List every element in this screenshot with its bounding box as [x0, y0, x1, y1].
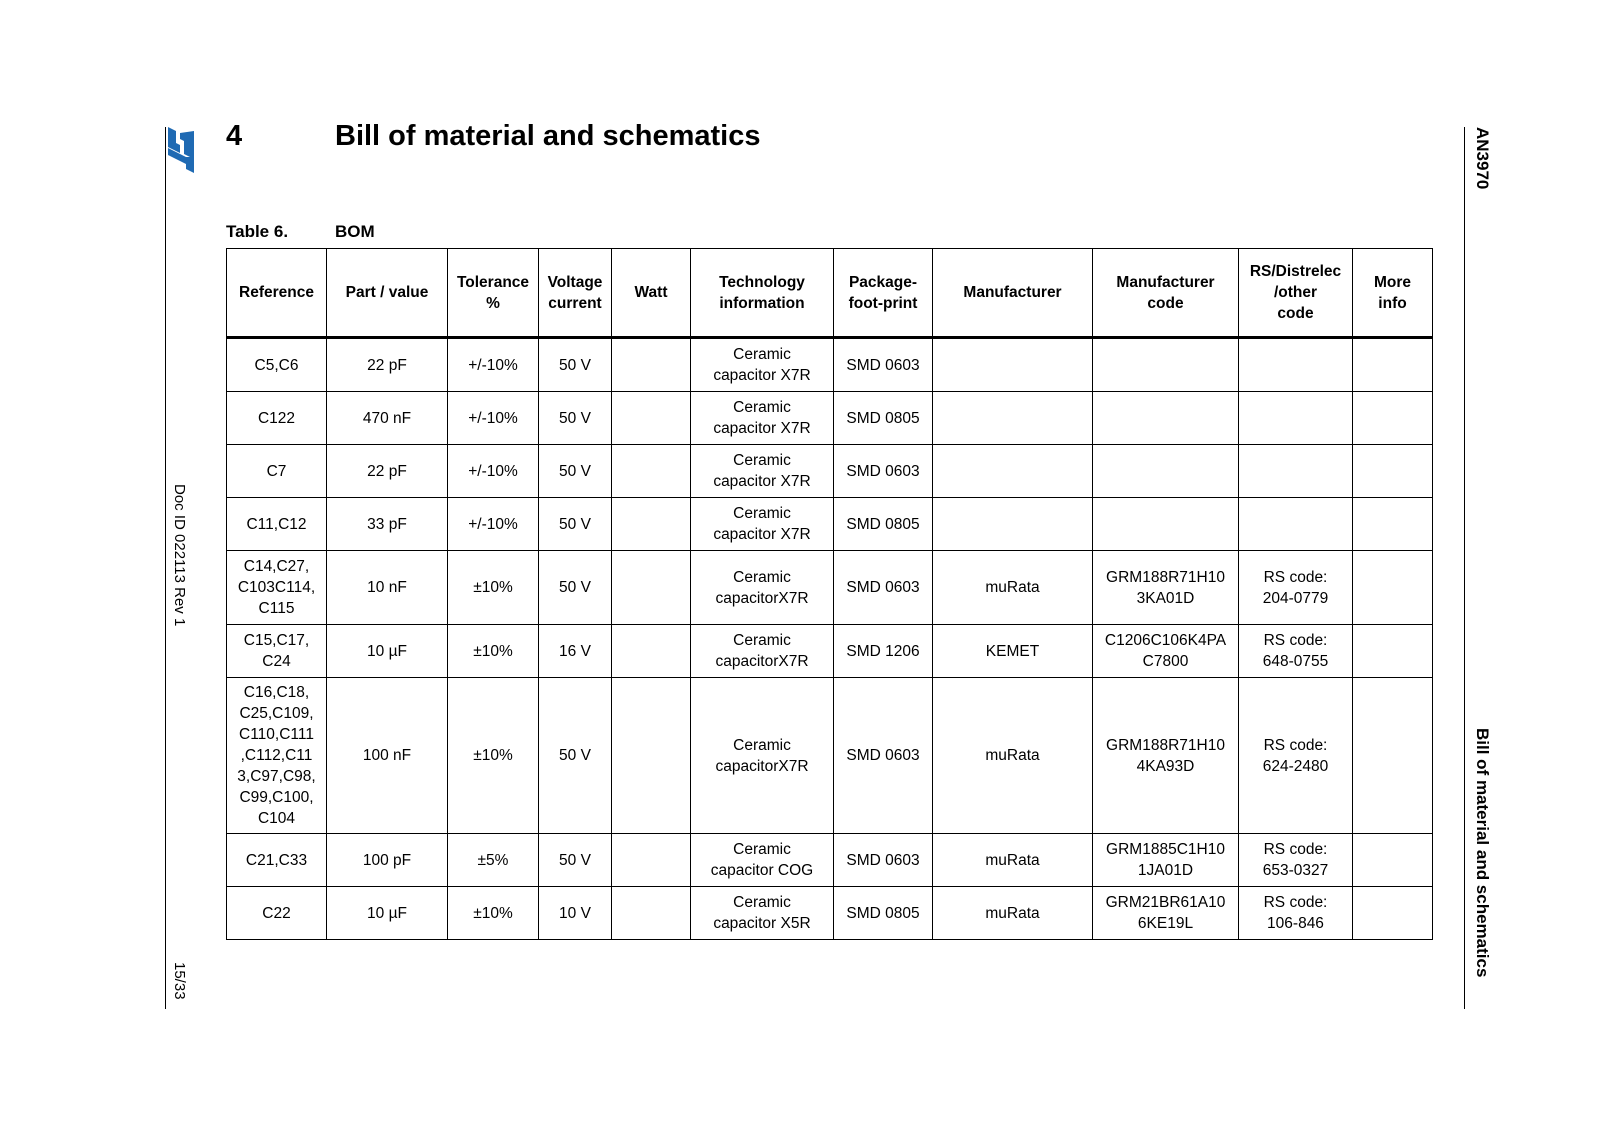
cell-manufacturer-code: [1093, 445, 1239, 498]
doc-code: AN3970: [1473, 127, 1492, 190]
cell-voltage-current: 50 V: [539, 498, 612, 551]
cell-tolerance: ±10%: [448, 551, 539, 625]
cell-distributor-code: RS code: 648-0755: [1239, 625, 1353, 678]
cell-reference: C122: [227, 392, 327, 445]
cell-watt: [612, 678, 691, 834]
table-row: [227, 392, 1433, 445]
cell-part-value: 10 µF: [327, 625, 448, 678]
cell-voltage-current: 16 V: [539, 625, 612, 678]
cell-distributor-code: RS code: 204-0779: [1239, 551, 1353, 625]
cell-more-info: [1353, 625, 1433, 678]
st-logo-icon: [168, 127, 202, 173]
cell-reference: C5,C6: [227, 338, 327, 392]
cell-reference: C16,C18, C25,C109, C110,C111 ,C112,C11 3,C97,C98, C99,C100, C104: [227, 678, 327, 834]
table-row: [227, 678, 1433, 834]
column-header-technology-info: Technology information: [691, 249, 834, 338]
column-header-manufacturer-code: Manufacturer code: [1093, 249, 1239, 338]
table-row: [227, 887, 1433, 940]
cell-technology-info: Ceramic capacitor X7R: [691, 392, 834, 445]
cell-manufacturer: muRata: [933, 551, 1093, 625]
cell-voltage-current: 50 V: [539, 392, 612, 445]
table-header-row: [227, 249, 1433, 338]
cell-more-info: [1353, 445, 1433, 498]
cell-more-info: [1353, 678, 1433, 834]
doc-id: Doc ID 022113 Rev 1: [171, 484, 188, 627]
cell-voltage-current: 50 V: [539, 678, 612, 834]
cell-manufacturer: KEMET: [933, 625, 1093, 678]
column-header-tolerance: Tolerance %: [448, 249, 539, 338]
cell-technology-info: Ceramic capacitor COG: [691, 834, 834, 887]
cell-tolerance: ±10%: [448, 678, 539, 834]
table-row: [227, 498, 1433, 551]
cell-manufacturer-code: [1093, 498, 1239, 551]
table-label: Table 6.: [226, 222, 289, 241]
cell-manufacturer: [933, 445, 1093, 498]
cell-voltage-current: 50 V: [539, 445, 612, 498]
cell-manufacturer-code: C1206C106K4PA C7800: [1093, 625, 1239, 678]
cell-part-value: 22 pF: [327, 338, 448, 392]
cell-tolerance: ±10%: [448, 887, 539, 940]
cell-manufacturer: [933, 498, 1093, 551]
cell-part-value: 33 pF: [327, 498, 448, 551]
cell-voltage-current: 50 V: [539, 338, 612, 392]
cell-more-info: [1353, 338, 1433, 392]
cell-manufacturer-code: GRM21BR61A10 6KE19L: [1093, 887, 1239, 940]
cell-manufacturer: muRata: [933, 887, 1093, 940]
column-header-more-info: More info: [1353, 249, 1433, 338]
cell-watt: [612, 338, 691, 392]
cell-package-footprint: SMD 0603: [834, 445, 933, 498]
cell-distributor-code: [1239, 338, 1353, 392]
column-header-package-footprint: Package- foot-print: [834, 249, 933, 338]
cell-package-footprint: SMD 0603: [834, 834, 933, 887]
cell-watt: [612, 625, 691, 678]
cell-package-footprint: SMD 0805: [834, 498, 933, 551]
column-header-part-value: Part / value: [327, 249, 448, 338]
cell-technology-info: Ceramic capacitor X7R: [691, 338, 834, 392]
cell-tolerance: +/-10%: [448, 392, 539, 445]
cell-voltage-current: 10 V: [539, 887, 612, 940]
table-row: [227, 551, 1433, 625]
cell-technology-info: Ceramic capacitor X5R: [691, 887, 834, 940]
right-margin-rule: [1464, 127, 1465, 1009]
cell-distributor-code: [1239, 445, 1353, 498]
cell-tolerance: ±5%: [448, 834, 539, 887]
cell-distributor-code: [1239, 498, 1353, 551]
table-row: [227, 834, 1433, 887]
cell-reference: C22: [227, 887, 327, 940]
cell-package-footprint: SMD 0805: [834, 887, 933, 940]
cell-part-value: 10 nF: [327, 551, 448, 625]
cell-voltage-current: 50 V: [539, 834, 612, 887]
cell-distributor-code: RS code: 106-846: [1239, 887, 1353, 940]
cell-reference: C14,C27, C103C114, C115: [227, 551, 327, 625]
cell-more-info: [1353, 392, 1433, 445]
cell-technology-info: Ceramic capacitorX7R: [691, 551, 834, 625]
cell-package-footprint: SMD 1206: [834, 625, 933, 678]
cell-manufacturer-code: GRM188R71H10 4KA93D: [1093, 678, 1239, 834]
left-margin-rule: [165, 127, 166, 1009]
cell-package-footprint: SMD 0603: [834, 338, 933, 392]
cell-watt: [612, 834, 691, 887]
cell-reference: C7: [227, 445, 327, 498]
cell-part-value: 470 nF: [327, 392, 448, 445]
cell-technology-info: Ceramic capacitorX7R: [691, 678, 834, 834]
cell-package-footprint: SMD 0603: [834, 551, 933, 625]
cell-tolerance: +/-10%: [448, 338, 539, 392]
cell-technology-info: Ceramic capacitor X7R: [691, 445, 834, 498]
cell-package-footprint: SMD 0805: [834, 392, 933, 445]
cell-part-value: 100 pF: [327, 834, 448, 887]
column-header-manufacturer: Manufacturer: [933, 249, 1093, 338]
cell-reference: C11,C12: [227, 498, 327, 551]
cell-manufacturer-code: GRM1885C1H10 1JA01D: [1093, 834, 1239, 887]
cell-reference: C15,C17, C24: [227, 625, 327, 678]
bom-table: [226, 248, 1433, 940]
cell-reference: C21,C33: [227, 834, 327, 887]
cell-part-value: 22 pF: [327, 445, 448, 498]
section-title: Bill of material and schematics: [335, 120, 761, 152]
cell-more-info: [1353, 887, 1433, 940]
cell-manufacturer-code: [1093, 338, 1239, 392]
column-header-watt: Watt: [612, 249, 691, 338]
cell-manufacturer: [933, 392, 1093, 445]
cell-watt: [612, 392, 691, 445]
side-section-title: Bill of material and schematics: [1473, 728, 1492, 978]
cell-voltage-current: 50 V: [539, 551, 612, 625]
cell-manufacturer: muRata: [933, 678, 1093, 834]
cell-watt: [612, 551, 691, 625]
cell-distributor-code: [1239, 392, 1353, 445]
cell-more-info: [1353, 834, 1433, 887]
cell-tolerance: +/-10%: [448, 445, 539, 498]
column-header-reference: Reference: [227, 249, 327, 338]
section-number: 4: [226, 120, 243, 152]
cell-more-info: [1353, 551, 1433, 625]
column-header-voltage-current: Voltage current: [539, 249, 612, 338]
page-number: 15/33: [171, 962, 188, 1000]
table-row: [227, 625, 1433, 678]
cell-manufacturer-code: [1093, 392, 1239, 445]
cell-tolerance: ±10%: [448, 625, 539, 678]
cell-technology-info: Ceramic capacitorX7R: [691, 625, 834, 678]
cell-manufacturer: muRata: [933, 834, 1093, 887]
table-name: BOM: [335, 222, 375, 241]
cell-distributor-code: RS code: 624-2480: [1239, 678, 1353, 834]
column-header-distributor-code: RS/Distrelec /other code: [1239, 249, 1353, 338]
table-row: [227, 338, 1433, 392]
cell-watt: [612, 498, 691, 551]
cell-part-value: 100 nF: [327, 678, 448, 834]
cell-distributor-code: RS code: 653-0327: [1239, 834, 1353, 887]
cell-part-value: 10 µF: [327, 887, 448, 940]
cell-manufacturer: [933, 338, 1093, 392]
table-row: [227, 445, 1433, 498]
cell-package-footprint: SMD 0603: [834, 678, 933, 834]
cell-watt: [612, 887, 691, 940]
cell-manufacturer-code: GRM188R71H10 3KA01D: [1093, 551, 1239, 625]
cell-watt: [612, 445, 691, 498]
cell-tolerance: +/-10%: [448, 498, 539, 551]
cell-more-info: [1353, 498, 1433, 551]
cell-technology-info: Ceramic capacitor X7R: [691, 498, 834, 551]
